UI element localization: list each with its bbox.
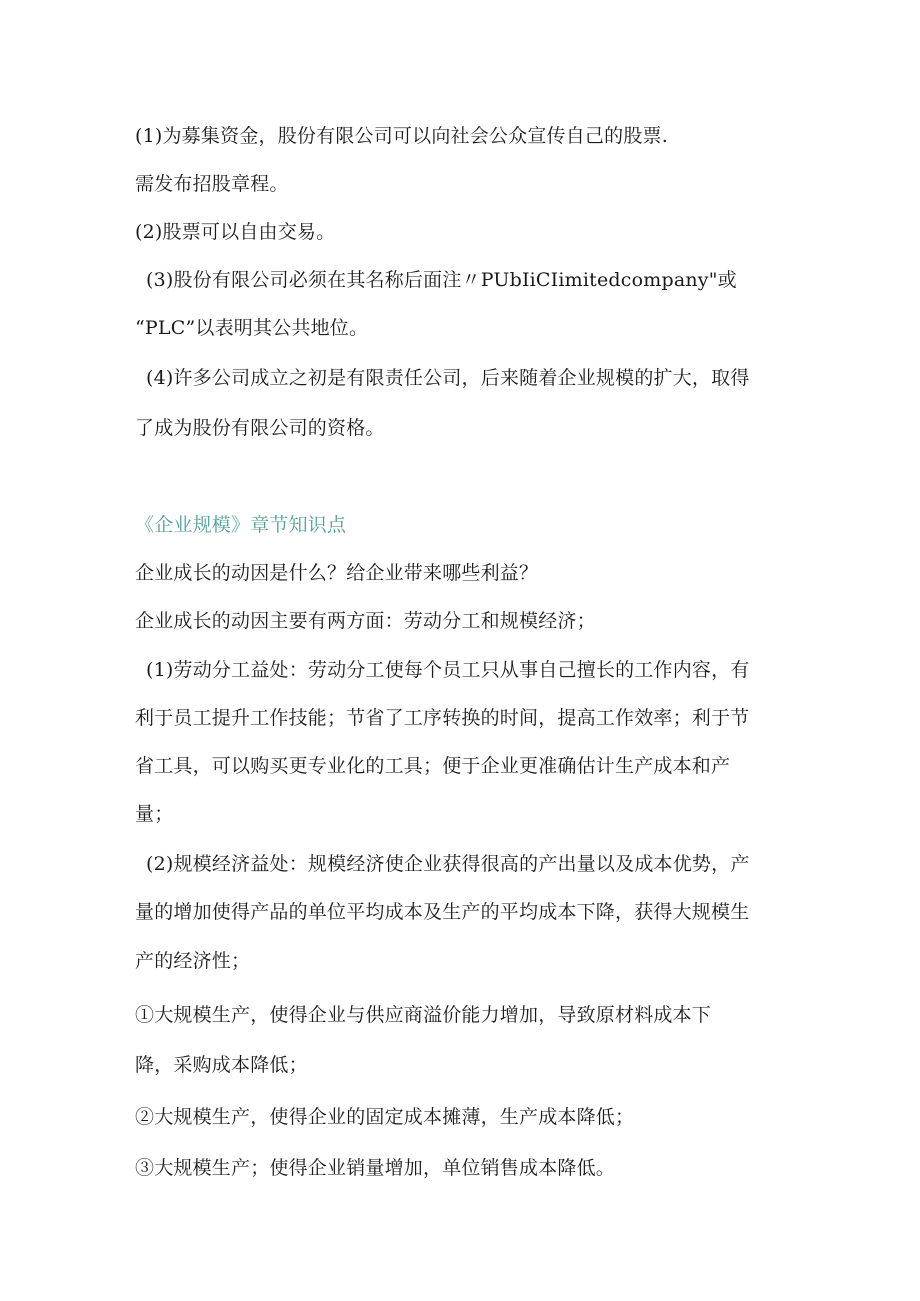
paragraph-line: (1)劳动分工益处：劳动分工使每个员工只从事自己擅长的工作内容，有	[146, 659, 750, 681]
paragraph-line: 产的经济性；	[135, 950, 251, 972]
paragraph-line: ③大规模生产；使得企业销量增加，单位销售成本降低。	[135, 1157, 616, 1179]
paragraph-line: 量的增加使得产品的单位平均成本及生产的平均成本下降，获得大规模生	[135, 901, 750, 923]
paragraph-line: 企业成长的动因主要有两方面：劳动分工和规模经济；	[135, 610, 596, 632]
paragraph-line: (2)规模经济益处：规模经济使企业获得很高的产出量以及成本优势，产	[146, 853, 750, 875]
paragraph-line: 了成为股份有限公司的资格。	[135, 417, 385, 439]
paragraph-line: 降，采购成本降低；	[135, 1054, 308, 1076]
paragraph-line: 利于员工提升工作技能；节省了工序转换的时间，提高工作效率；利于节	[135, 707, 750, 729]
paragraph-line: 企业成长的动因是什么？给企业带来哪些利益？	[135, 562, 539, 584]
paragraph-line: (1)为募集资金，股份有限公司可以向社会公众宣传自己的股票.	[135, 125, 668, 147]
paragraph-line: 需发布招股章程。	[135, 173, 289, 195]
section-heading: 《企业规模》章节知识点	[135, 514, 347, 536]
paragraph-line: (4)许多公司成立之初是有限责任公司，后来随着企业规模的扩大，取得	[146, 367, 750, 389]
paragraph-line: 量；	[135, 803, 174, 825]
paragraph-line: (3)股份有限公司必须在其名称后面注〃PUbIiCIimitedcompany"或	[146, 269, 737, 291]
paragraph-line: (2)股票可以自由交易。	[135, 221, 336, 243]
paragraph-line: 省工具，可以购买更专业化的工具；便于企业更准确估计生产成本和产	[135, 755, 731, 777]
paragraph-line: ①大规模生产，使得企业与供应商溢价能力增加，导致原材料成本下	[135, 1004, 712, 1026]
paragraph-line: “PLC”以表明其公共地位。	[135, 317, 369, 339]
paragraph-line: ②大规模生产，使得企业的固定成本摊薄，生产成本降低；	[135, 1106, 635, 1128]
